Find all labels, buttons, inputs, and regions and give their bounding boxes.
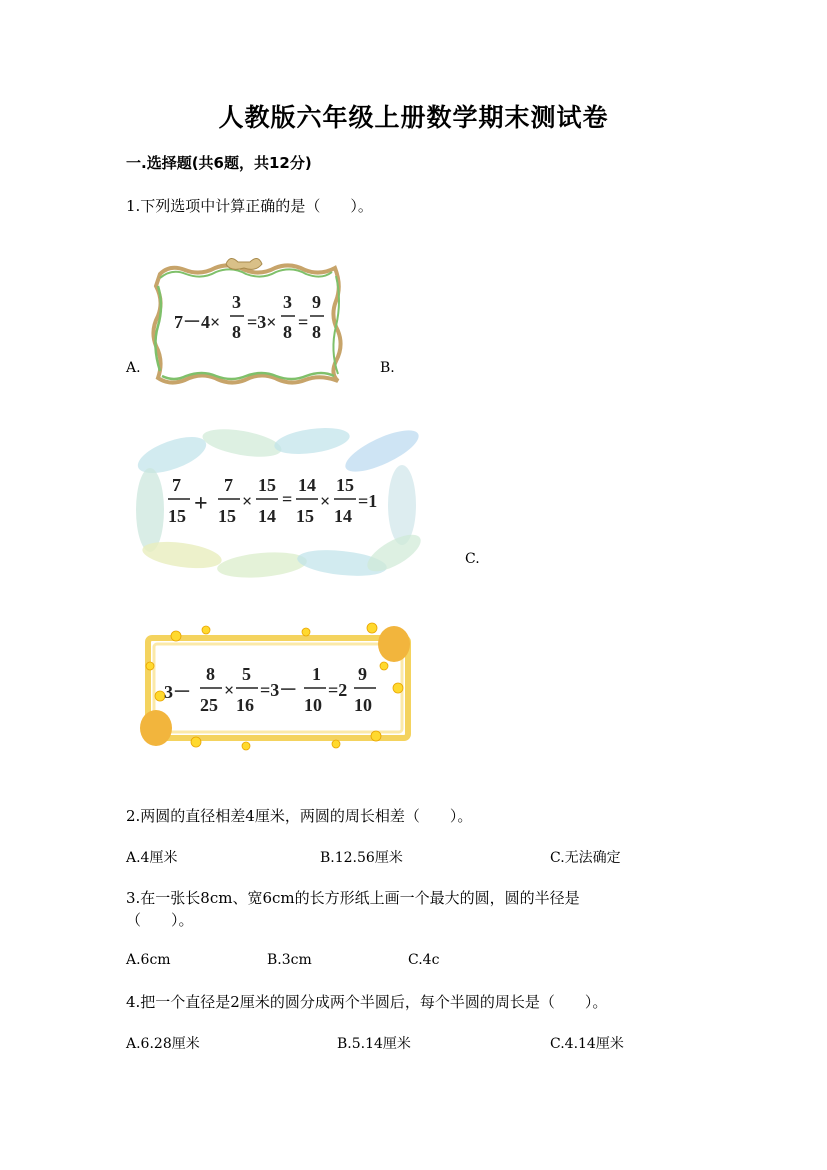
question-2-option-a: A.4厘米 <box>126 850 178 866</box>
question-4-option-b: B.5.14厘米 <box>337 1036 411 1052</box>
formula-a-den: 8 <box>232 322 241 342</box>
formula-a-den: 8 <box>312 322 321 342</box>
formula-c-term: =3－ <box>260 680 298 700</box>
formula-c-num: 9 <box>358 664 367 684</box>
formula-c-term: =2 <box>328 680 348 700</box>
question-2-option-c: C.无法确定 <box>550 850 621 866</box>
formula-c-den: 10 <box>304 695 322 715</box>
formula-c-den: 16 <box>236 695 254 715</box>
formula-a-num: 9 <box>312 292 321 312</box>
formula-b-term: × <box>320 491 331 511</box>
question-3-option-a: A.6cm <box>126 952 171 968</box>
formula-a-num: 3 <box>283 292 292 312</box>
page-title: 人教版六年级上册数学期末测试卷 <box>218 103 609 132</box>
question-1-stem: 1.下列选项中计算正确的是（ ）。 <box>126 197 373 215</box>
formula-a-term: 7－4× <box>174 312 221 332</box>
question-2-stem: 2.两圆的直径相差4厘米，两圆的周长相差（ ）。 <box>126 807 473 825</box>
formula-b-num: 14 <box>298 475 316 495</box>
option-c-label: C. <box>465 551 480 567</box>
formula-b-den: 14 <box>334 506 352 526</box>
option-c-image <box>136 616 420 758</box>
formula-a-term: = <box>298 312 309 332</box>
question-4-option-c: C.4.14厘米 <box>550 1036 624 1052</box>
formula-b-num: 7 <box>224 475 233 495</box>
formula-b-den: 14 <box>258 506 276 526</box>
formula-a-den: 8 <box>283 322 292 342</box>
option-b-label: B. <box>380 360 395 376</box>
question-2-option-b: B.12.56厘米 <box>320 850 403 866</box>
formula-c-term: × <box>224 680 235 700</box>
formula-c-den: 25 <box>200 695 218 715</box>
formula-a-num: 3 <box>232 292 241 312</box>
formula-b-term: × <box>242 491 253 511</box>
formula-a-term: =3× <box>247 312 277 332</box>
question-4-option-a: A.6.28厘米 <box>126 1036 200 1052</box>
formula-c-den: 10 <box>354 695 372 715</box>
formula-c-num: 8 <box>206 664 215 684</box>
bow-icon <box>226 258 262 269</box>
formula-b-num: 15 <box>336 475 354 495</box>
formula-b-den: 15 <box>168 506 186 526</box>
question-3-option-b: B.3cm <box>267 952 312 968</box>
question-3-option-c: C.4c <box>408 952 440 968</box>
formula-b-term: = <box>282 489 293 509</box>
option-a-label: A. <box>126 360 141 376</box>
section-heading: 一.选择题(共6题，共12分) <box>126 154 312 172</box>
option-b-image <box>132 425 424 581</box>
formula-c-term: 3－ <box>164 682 191 702</box>
formula-b-term: + <box>194 491 208 517</box>
question-3-stem-cont: （ ）。 <box>126 911 194 929</box>
formula-b-num: 15 <box>258 475 276 495</box>
formula-c-num: 1 <box>312 664 321 684</box>
formula-b-den: 15 <box>296 506 314 526</box>
formula-b-num: 7 <box>172 475 181 495</box>
formula-b-den: 15 <box>218 506 236 526</box>
formula-b-term: =1 <box>358 491 378 511</box>
question-4-stem: 4.把一个直径是2厘米的圆分成两个半圆后，每个半圆的周长是（ ）。 <box>126 993 608 1011</box>
formula-c-num: 5 <box>242 664 251 684</box>
option-a-image <box>150 256 348 388</box>
question-3-stem: 3.在一张长8cm、宽6cm的长方形纸上画一个最大的圆，圆的半径是 <box>126 889 580 907</box>
